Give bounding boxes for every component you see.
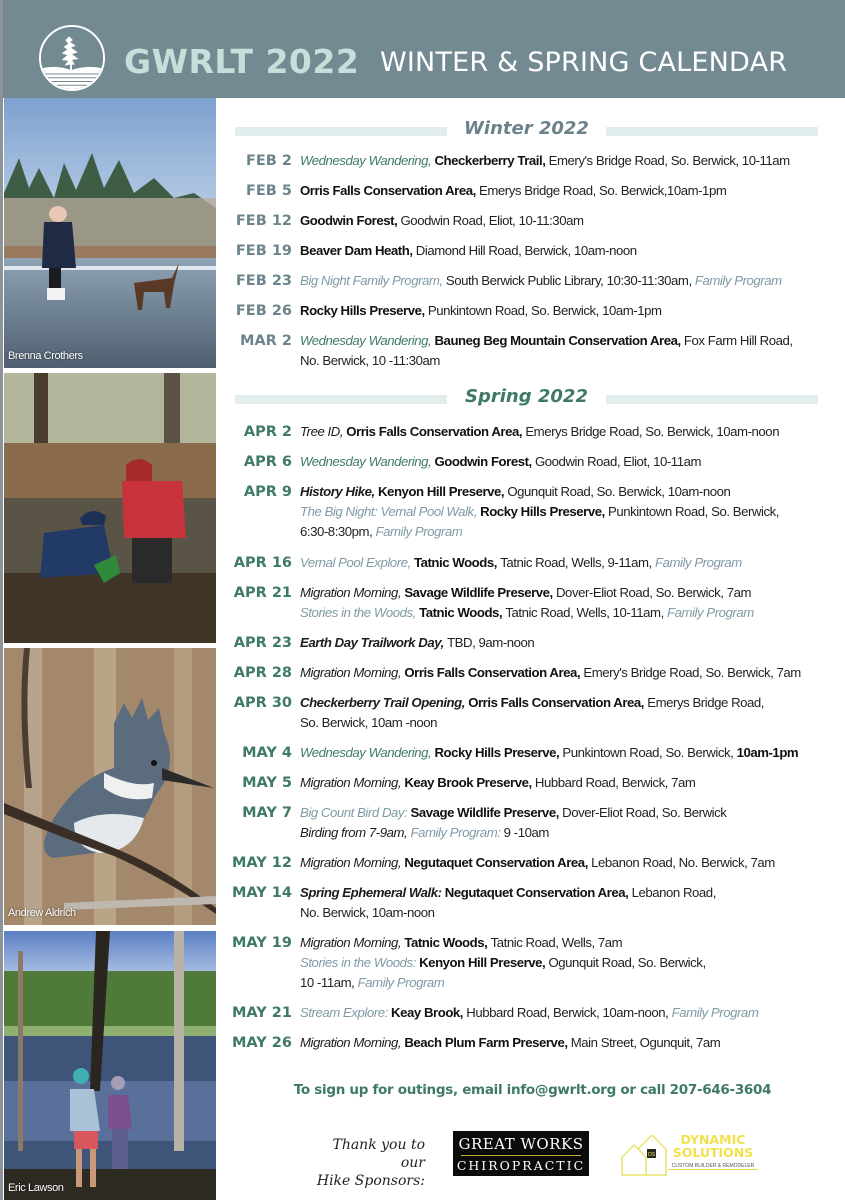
photo-credit: Eric Lawson [8, 1182, 64, 1194]
location-name: Goodwin Forest, [434, 454, 535, 469]
event-description [300, 181, 840, 201]
event-text: Migration Morning, [300, 775, 405, 790]
event-text: Emery's Bridge Road, So. Berwick, 7am [583, 665, 801, 680]
event-description [300, 883, 840, 923]
event-date: MAY 12 [232, 855, 292, 871]
event-text: South Berwick Public Library, 10:30-11:30am, [445, 273, 695, 288]
event-text: Birding from 7-9am, [300, 825, 411, 840]
event-date: FEB 2 [246, 153, 292, 169]
event-date: APR 30 [233, 695, 292, 711]
family-program-text: Stream Explore: [300, 1005, 392, 1020]
event-date: APR 28 [233, 665, 292, 681]
event-line [300, 823, 840, 843]
event-line [300, 482, 840, 502]
event-line [300, 553, 840, 573]
event-text: Tatnic Road, Wells, 9-11am, [500, 555, 655, 570]
event-text: Wednesday Wandering, [300, 153, 435, 168]
family-program-text: The Big Night: Vernal Pool Walk, [300, 504, 481, 519]
event-description [300, 271, 840, 291]
event-description [300, 331, 840, 371]
event-line [300, 903, 840, 923]
event-text: TBD, 9am-noon [447, 635, 535, 650]
event-line [300, 583, 840, 603]
event-text: Wednesday Wandering, [300, 745, 435, 760]
photo-vernal-pool [4, 373, 216, 643]
divider [461, 1155, 581, 1156]
event-text: Migration Morning, [300, 1035, 405, 1050]
location-name: History Hike, [300, 484, 378, 499]
photo-column [4, 98, 216, 1200]
location-name: Kenyon Hill Preserve, [419, 955, 549, 970]
sponsor-dynamic-solutions-logo [620, 1133, 760, 1177]
event-line [300, 211, 840, 231]
event-text: Tree ID, [300, 424, 347, 439]
sponsor-name [668, 1133, 758, 1159]
event-line [300, 151, 840, 171]
sponsor-name-line-1: DYNAMIC [680, 1132, 746, 1147]
event-text: Hubbard Road, Berwick, 10am-noon, [466, 1005, 672, 1020]
event-line [300, 301, 840, 321]
event-text: Lebanon Road, [631, 885, 716, 900]
event-description [300, 241, 840, 261]
photo-credit: Andrew Aldrich [8, 907, 76, 919]
org-title: GWRLT 2022 [124, 42, 360, 81]
location-name: Goodwin Forest, [300, 213, 401, 228]
event-text: Wednesday Wandering, [300, 454, 435, 469]
event-date: MAY 5 [242, 775, 292, 791]
event-text: Punkintown Road, So. Berwick, 10am-1pm [427, 303, 662, 318]
event-description [300, 803, 840, 843]
event-text: Punkintown Road, So. Berwick, [562, 745, 737, 760]
divider [606, 127, 818, 136]
event-description [300, 482, 840, 542]
event-date: APR 2 [243, 424, 292, 440]
calendar-title: WINTER & SPRING CALENDAR [380, 47, 788, 78]
event-line [300, 502, 840, 522]
location-name: Spring Ephemeral Walk: [300, 885, 445, 900]
event-line [300, 973, 840, 993]
family-program-text: Stories in the Woods: [300, 955, 420, 970]
event-text: Diamond Hill Road, Berwick, 10am-noon [415, 243, 637, 258]
event-date: APR 16 [233, 555, 292, 571]
event-text: Fox Farm Hill Road, [683, 333, 793, 348]
page-header [3, 0, 845, 98]
sponsor-great-works-logo [453, 1131, 589, 1176]
event-description [300, 151, 840, 171]
location-name: Orris Falls Conservation Area, [300, 183, 480, 198]
event-line [300, 853, 840, 873]
event-line [300, 693, 840, 713]
event-date: MAR 2 [240, 333, 292, 349]
sponsor-tagline: CUSTOM BUILDER & REMODELER [668, 1163, 758, 1170]
family-program-text: Family Program [654, 555, 742, 570]
location-name: Rocky Hills Preserve, [300, 303, 428, 318]
event-line [300, 1003, 840, 1023]
event-text: Lebanon Road, No. Berwick, 7am [591, 855, 775, 870]
event-text: Emery's Bridge Road, So. Berwick, 10-11am [548, 153, 790, 168]
event-text: Goodwin Road, Eliot, 10-11:30am [400, 213, 584, 228]
event-description [300, 452, 840, 472]
event-date: MAY 21 [232, 1005, 292, 1021]
family-program-text: Big Count Bird Day: [300, 805, 411, 820]
location-name: Tatnic Woods, [413, 555, 501, 570]
event-date: MAY 7 [242, 805, 292, 821]
event-text: Migration Morning, [300, 855, 405, 870]
event-text: Migration Morning, [300, 585, 405, 600]
event-text: Migration Morning, [300, 665, 405, 680]
event-line [300, 633, 840, 653]
family-program-text: Family Program [667, 605, 754, 620]
event-line [300, 803, 840, 823]
event-description [300, 1003, 840, 1023]
location-name: Keay Brook Preserve, [404, 775, 535, 790]
sponsor-name-line-2: SOLUTIONS [672, 1145, 754, 1160]
event-description [300, 553, 840, 573]
location-name: Orris Falls Conservation Area, [404, 665, 584, 680]
event-line [300, 1033, 840, 1053]
location-name: Checkerberry Trail Opening, [300, 695, 469, 710]
event-line [300, 422, 840, 442]
event-text: No. Berwick, 10am-noon [300, 905, 435, 920]
location-name: Beach Plum Farm Preserve, [404, 1035, 571, 1050]
location-name: Negutaquet Conservation Area, [404, 855, 592, 870]
event-date: APR 21 [233, 585, 292, 601]
location-name: Tatnic Woods, [404, 935, 491, 950]
event-text: So. Berwick, 10am -noon [300, 715, 437, 730]
event-description [300, 693, 840, 733]
family-program-text: Vernal Pool Explore, [300, 555, 414, 570]
event-description [300, 743, 840, 763]
event-description [300, 933, 840, 993]
event-date: FEB 12 [235, 213, 292, 229]
event-description [300, 663, 840, 683]
event-line [300, 452, 840, 472]
family-program-text: Family Program [694, 273, 782, 288]
spring-title: Spring 2022 [465, 386, 588, 407]
event-line [300, 713, 840, 733]
event-text: Punkintown Road, So. Berwick, [608, 504, 779, 519]
location-name: Tatnic Woods, [419, 605, 506, 620]
left-border [0, 0, 3, 1200]
event-date: MAY 19 [232, 935, 292, 951]
location-name: Earth Day Trailwork Day, [300, 635, 448, 650]
photo-frozen-pond [4, 98, 216, 368]
event-text: Main Street, Ogunquit, 7am [570, 1035, 721, 1050]
location-name: Orris Falls Conservation Area, [346, 424, 526, 439]
event-line [300, 933, 840, 953]
location-name: Rocky Hills Preserve, [480, 504, 609, 519]
event-date: MAY 4 [242, 745, 292, 761]
location-name: Savage Wildlife Preserve, [404, 585, 556, 600]
event-text: 9 -10am [503, 825, 549, 840]
event-description [300, 633, 840, 653]
family-program-text: Stories in the Woods, [300, 605, 420, 620]
location-name: Checkerberry Trail, [434, 153, 549, 168]
location-name: Negutaquet Conservation Area, [444, 885, 632, 900]
event-description [300, 773, 840, 793]
event-text: Migration Morning, [300, 935, 405, 950]
sponsor-type: CHIROPRACTIC [456, 1158, 586, 1173]
location-name: Keay Brook, [391, 1005, 467, 1020]
event-text: Ogunquit Road, So. Berwick, [548, 955, 706, 970]
signup-info: To sign up for outings, email info@gwrlt.org or call 207-646-3604 [293, 1082, 772, 1098]
event-description [300, 853, 840, 873]
divider [606, 395, 818, 404]
event-line [300, 331, 840, 351]
event-description [300, 301, 840, 321]
spring-section-header [235, 386, 818, 410]
family-program-text: Family Program [357, 975, 445, 990]
event-date: MAY 26 [232, 1035, 292, 1051]
location-name: Rocky Hills Preserve, [434, 745, 563, 760]
event-line [300, 522, 840, 542]
event-text: Ogunquit Road, So. Berwick, 10am-noon [507, 484, 731, 499]
event-line [300, 351, 840, 371]
family-program-text: Big Night Family Program, [300, 273, 446, 288]
event-line [300, 883, 840, 903]
house-icon [620, 1135, 668, 1179]
family-program-text: Family Program: [410, 825, 504, 840]
event-description [300, 422, 840, 442]
location-name: Kenyon Hill Preserve, [377, 484, 508, 499]
event-text: Wednesday Wandering, [300, 333, 435, 348]
event-description [300, 583, 840, 623]
event-description [300, 1033, 840, 1053]
event-text: Tatnic Road, Wells, 7am [490, 935, 623, 950]
event-date: FEB 5 [246, 183, 292, 199]
family-program-text: Family Program [671, 1005, 759, 1020]
event-line [300, 603, 840, 623]
event-text: Goodwin Road, Eliot, 10-11am [534, 454, 702, 469]
event-line [300, 953, 840, 973]
event-line [300, 663, 840, 683]
event-line [300, 181, 840, 201]
sponsor-name: GREAT WORKS [458, 1135, 584, 1153]
event-date: MAY 14 [232, 885, 292, 901]
event-text: Emerys Bridge Road, So. Berwick,10am-1pm [479, 183, 727, 198]
location-name: 10am-1pm [736, 745, 799, 760]
event-date: APR 9 [243, 484, 292, 500]
location-name: Orris Falls Conservation Area, [468, 695, 648, 710]
event-text: Tatnic Road, Wells, 10-11am, [505, 605, 668, 620]
event-date: FEB 23 [235, 273, 292, 289]
event-text: Hubbard Road, Berwick, 7am [534, 775, 696, 790]
location-name: Bauneg Beg Mountain Conservation Area, [434, 333, 684, 348]
event-line [300, 773, 840, 793]
event-description [300, 211, 840, 231]
event-date: FEB 19 [235, 243, 292, 259]
thanks-line-1: Thank you to our [332, 1137, 425, 1171]
event-text: No. Berwick, 10 -11:30am [300, 353, 440, 368]
winter-title: Winter 2022 [464, 118, 589, 139]
pine-tree-logo-icon [39, 25, 105, 91]
event-text: Dover-Eliot Road, So. Berwick [562, 805, 727, 820]
event-date: FEB 26 [235, 303, 292, 319]
event-line [300, 271, 840, 291]
event-line [300, 743, 840, 763]
event-text: 6:30-8:30pm, [300, 524, 376, 539]
location-name: Savage Wildlife Preserve, [410, 805, 563, 820]
photo-kingfisher [4, 648, 216, 925]
event-text: Emerys Bridge Road, So. Berwick, 10am-noon [525, 424, 780, 439]
family-program-text: Family Program [375, 524, 463, 539]
event-line [300, 241, 840, 261]
event-text: 10 -11am, [300, 975, 358, 990]
event-text: Dover-Eliot Road, So. Berwick, 7am [555, 585, 752, 600]
photo-credit: Brenna Crothers [8, 350, 83, 362]
thanks-line-2: Hike Sponsors: [316, 1173, 425, 1189]
sponsor-thanks [305, 1136, 425, 1190]
event-date: APR 6 [243, 454, 292, 470]
winter-section-header [235, 118, 818, 142]
event-text: Emerys Bridge Road, [647, 695, 765, 710]
event-date: APR 23 [233, 635, 292, 651]
svg-text:DS: DS [647, 1152, 656, 1158]
location-name: Beaver Dam Heath, [300, 243, 416, 258]
photo-pond-girls [4, 931, 216, 1200]
